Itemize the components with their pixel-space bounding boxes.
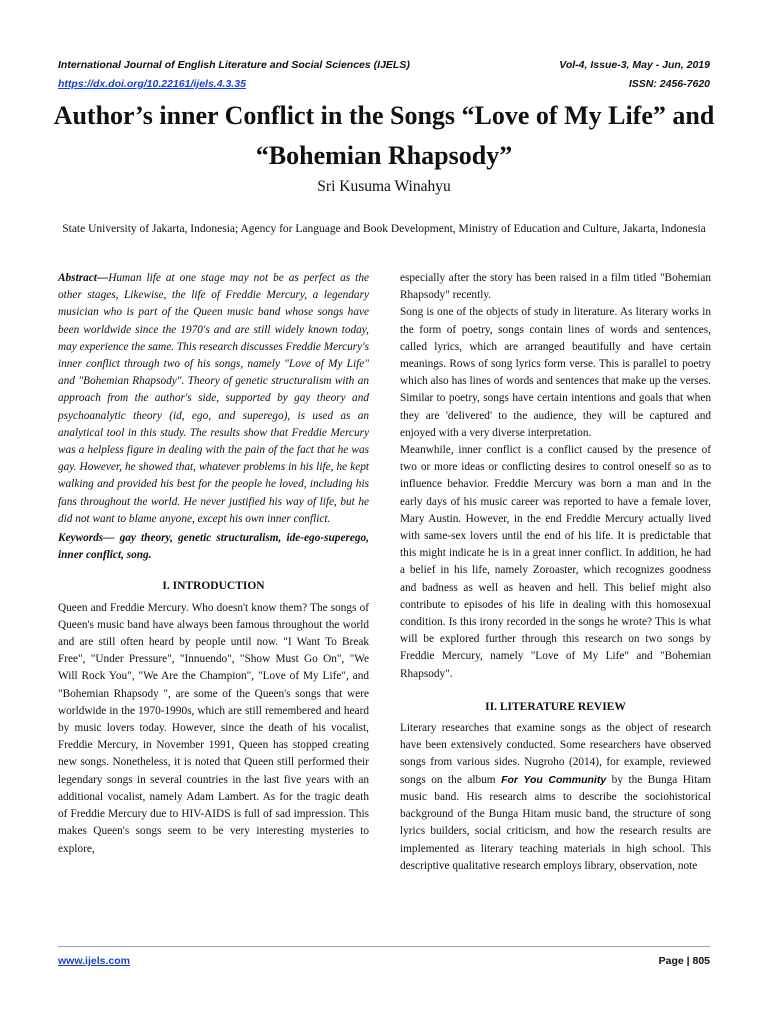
left-column	[58, 270, 369, 858]
affiliation: State University of Jakarta, Indonesia; Agency for Language and Book Development, Ministry of Education and Culture, Jakarta, Indonesia	[62, 223, 706, 235]
website-link[interactable]: www.ijels.com	[58, 955, 130, 967]
author-name: Sri Kusuma Winahyu	[317, 178, 451, 195]
header-right	[559, 56, 710, 94]
section-heading-introduction: I. INTRODUCTION	[162, 580, 265, 593]
abstract-label: Abstract—	[58, 272, 109, 284]
lit-text-part-2: by the Bunga Hitam music band. His research aims to describe the sociohistorical background of the Bunga Hitam music band, the structure of song lyrics builders, social criticism, and how the research results are implemented as literary teaching materials in high school. This descriptive qualitative research employs library, observation, note	[400, 773, 712, 872]
section-heading-literature-review: II. LITERATURE REVIEW	[485, 700, 626, 713]
journal-name: International Journal of English Literature and Social Sciences (IJELS)	[58, 59, 410, 71]
abstract-text: Human life at one stage may not be as perfect as the other stages, Likewise, the life of Freddie Mercury, a legendary musician who is part of the Queen music band whose songs have been worldwide since the 1970's and are still widely known today, may experience the same. This research discusses Freddie Mercury's inner conflict through two of his songs, namely "Love of My Life" and "Bohemian Rhapsody". Theory of genetic structuralism with an approach from the author's side, supported by gay theory and psychoanalytic theory (id, ego, and superego), is used as an analytical tool in this study. The results show that Freddie Mercury was a helpless figure in dealing with the pain of the fact that he was gay. However, he showed that, whatever problems in his life, he kept walking and provided his best for the people he loved, including his fans throughout the world. He never justified his way of life, but he did not want to blame anyone, except his own inner conflict.	[58, 272, 370, 525]
right-column	[400, 270, 711, 875]
introduction-paragraph-3: Meanwhile, inner conflict is a conflict caused by the presence of two or more ideas or conflicting desires to control oneself so as to influence behavior. Freddie Mercury was born a man and in the early days of his music career was reported to have a female lover, Mary Austin. However, in the end Freddie Mercury actually lived with same-sex lovers until the end of his life. It is predictable that this might indicate he is in a great inner conflict. In addition, he had a belief in his life, namely Zoroaster, which recognizes goodness and badness as well as heaven and hell. This belief might also contribute to episodes of his life in dealing with this homosexual condition. Is this irony recorded in the songs he wrote? This is what will be explored further through this research on two songs by Freddie Mercury, namely "Love of My Life" and "Bohemian Rhapsody".	[400, 444, 711, 680]
introduction-paragraph-1: Queen and Freddie Mercury. Who doesn't know them? The songs of Queen's music band have always been famous throughout the world and are still often heard by people until now. "I Want To Break Free", "Under Pressure", "Innuendo", "Show Must Go On", "We Will Rock You", "We Are the Champion", "Love of My Life", and "Bohemian Rhapsody ", are some of the Queen's songs that were worldwide in the 1970-1990s, which are still remembered and heard by music lovers today. However, since the death of his vocalist, Freddie Mercury, in November 1991, Queen has stopped creating new songs. Nonetheless, it is noted that Queen still performed their legendary songs in several countries in the last five years with an additional vocalist, namely Adam Lambert. As for the tragic death of Freddie Mercury due to HIV-AIDS is full of sad impression. This makes Queen's songs seem to be very interesting mysteries to explore,	[58, 601, 369, 855]
doi-link[interactable]: https://dx.doi.org/10.22161/ijels.4.3.35	[58, 78, 246, 90]
introduction-continued: especially after the story has been raised in a film titled "Bohemian Rhapsody" recently.	[400, 272, 711, 302]
lit-text-part-1: Literary researches that examine songs as the object of research have been extensively conducted. Some researchers have observed songs from various sides. Nugroho (2014), for example, reviewed songs on the album	[400, 722, 711, 786]
page-number: Page | 805	[658, 955, 710, 967]
issn: ISSN: 2456-7620	[628, 78, 710, 90]
literature-review-paragraph-1	[400, 720, 711, 875]
paper-title: Author’s inner Conflict in the Songs “Love of My Life” and “Bohemian Rhapsody”	[53, 101, 715, 170]
abstract	[58, 270, 369, 528]
keywords: Keywords— gay theory, genetic structuralism, ide-ego-superego, inner conflict, song.	[58, 532, 369, 562]
footer-divider	[58, 946, 710, 947]
header-left	[58, 56, 410, 94]
introduction-paragraph-2: Song is one of the objects of study in literature. As literary works in the form of poetry, songs contain lines of words and sentences, called lyrics, which are arranged beautifully and have certain meanings. Rows of song lyrics form verse. This is parallel to poetry which also has lines of words and sentences that make up the verses. Similar to poetry, songs have certain intentions and goals that when they are 'delivered' to the audience, they will be captured and enjoyed with a very diverse interpretation.	[400, 306, 711, 439]
volume-info: Vol-4, Issue-3, May - Jun, 2019	[559, 59, 710, 71]
album-title: For You Community	[501, 773, 607, 786]
